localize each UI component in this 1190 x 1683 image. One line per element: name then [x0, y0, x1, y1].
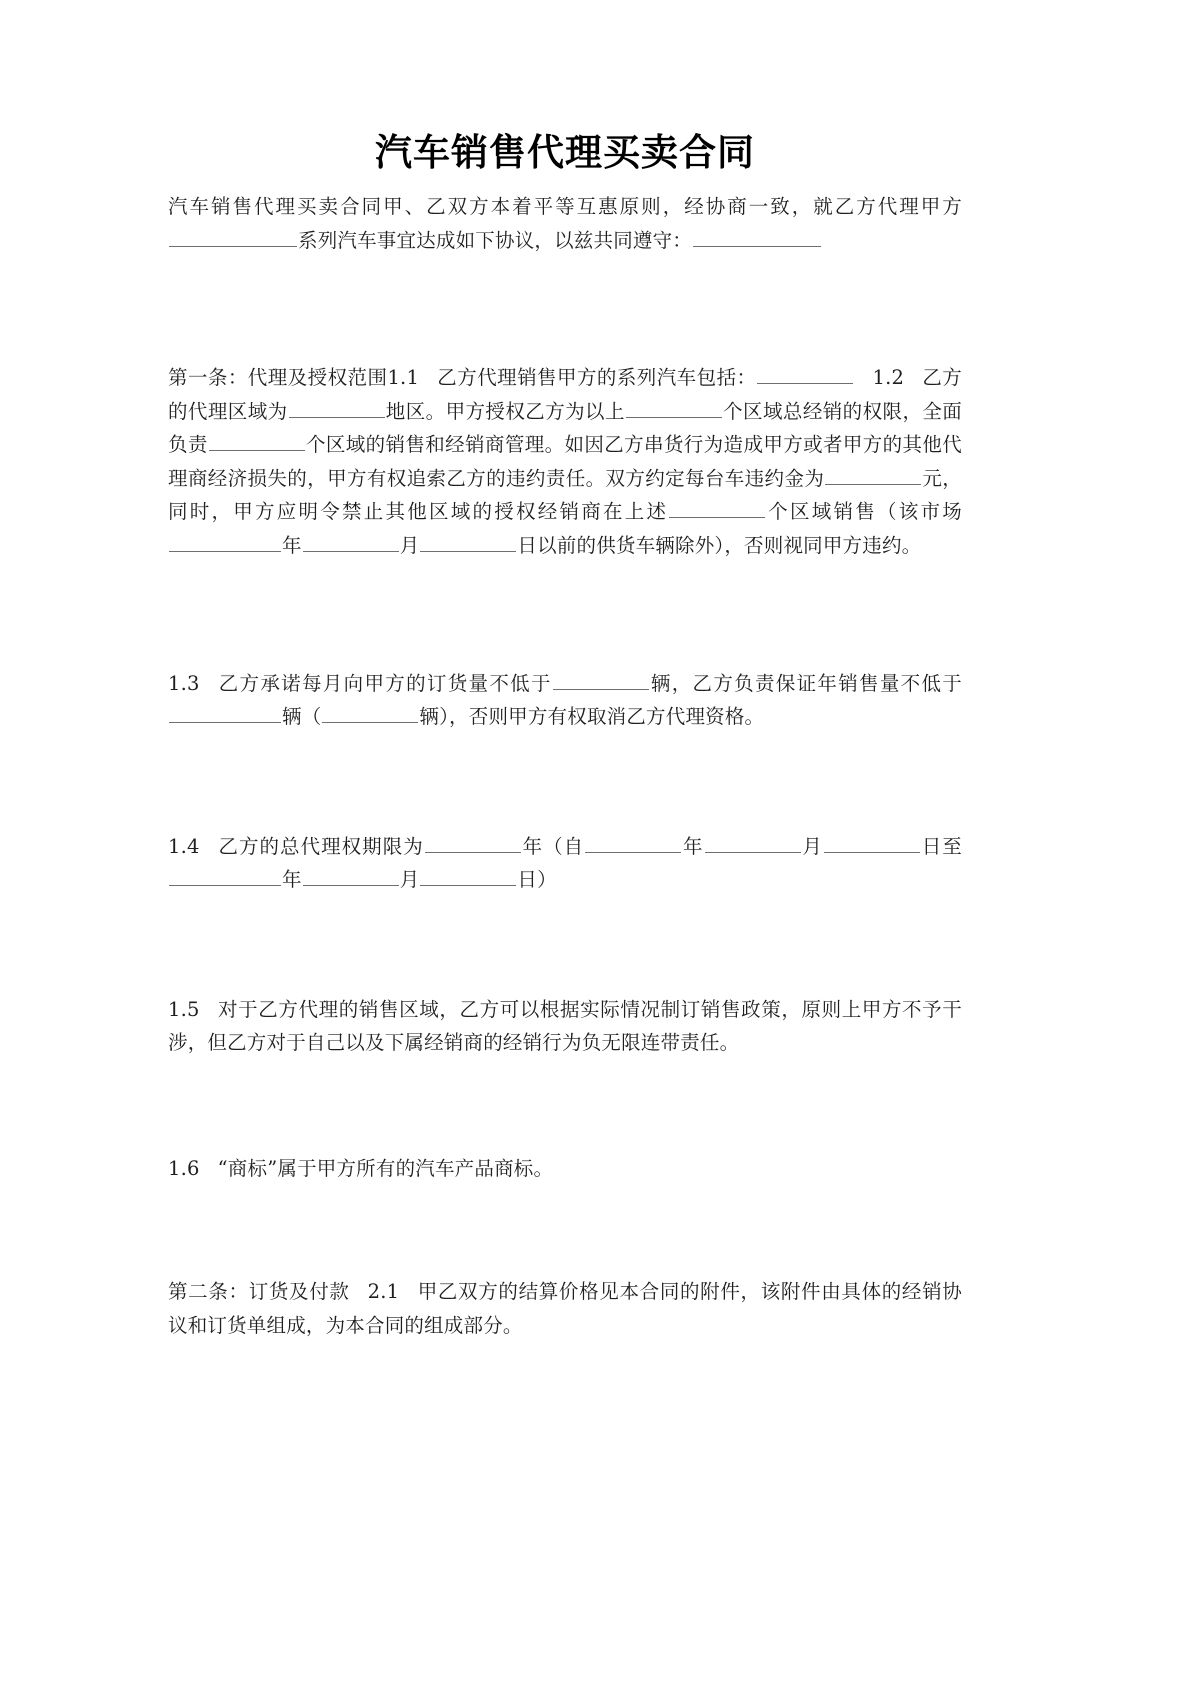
clause-1-4-paragraph — [168, 830, 962, 897]
clause-1-3-text-a: 乙方承诺每月向甲方的订货量不低于 — [217, 671, 552, 695]
clause-1-4-text-e: 日至 — [920, 834, 962, 858]
clause-1-2-text-c: 个区域总经销的权限，全面负责 — [168, 399, 963, 457]
spacer-after-1-5 — [168, 1060, 962, 1152]
clause-1-4-text-f: 年 — [282, 868, 302, 892]
clause-1-4-text-b: 年（自 — [521, 834, 585, 858]
clause-1-4-text-g: 月 — [399, 868, 420, 892]
clause-1-3-text-d: 辆），否则甲方有权取消乙方代理资格。 — [419, 705, 765, 729]
spacer-after-1-4 — [168, 897, 962, 993]
clause-1-2-label: 1.2 — [872, 366, 905, 390]
clause-1-2-blank-month[interactable] — [303, 531, 399, 552]
clause-1-4-text-h: 日） — [517, 868, 557, 892]
article-two-heading: 第二条：订货及付款 — [168, 1280, 350, 1304]
article-one-heading: 第一条：代理及授权范围 — [168, 366, 388, 390]
article-one-paragraph — [168, 361, 962, 562]
clause-1-5-paragraph — [168, 993, 962, 1060]
intro-paragraph — [168, 190, 962, 257]
intro-blank-series[interactable] — [169, 225, 297, 246]
clause-1-4-blank-end-year[interactable] — [169, 865, 281, 886]
clause-1-4-blank-term[interactable] — [425, 831, 521, 852]
clause-1-1-blank-models[interactable] — [757, 363, 853, 384]
clause-1-4-text-a: 乙方的总代理权期限为 — [217, 834, 424, 858]
clause-1-4-blank-start-month[interactable] — [705, 831, 801, 852]
clause-1-3-blank-annual[interactable] — [169, 702, 281, 723]
clause-1-3-text-b: 辆，乙方负责保证年销售量不低于 — [649, 671, 962, 695]
clause-1-4-text-d: 月 — [801, 834, 823, 858]
clause-1-2-blank-region-manage[interactable] — [209, 430, 305, 451]
intro-mid-text: 系列汽车事宜达成如下协议，以兹共同遵守： — [298, 228, 693, 252]
spacer-after-1-3 — [168, 734, 962, 830]
clause-1-4-text-c: 年 — [682, 834, 704, 858]
clause-1-2-text-g: 年 — [282, 533, 302, 557]
intro-lead-text: 汽车销售代理买卖合同甲、乙双方本着平等互惠原则，经协商一致，就乙方代理甲方 — [168, 195, 962, 219]
clause-1-2-blank-region-count[interactable] — [626, 396, 722, 417]
clause-1-2-blank-area-sale[interactable] — [669, 497, 765, 518]
clause-2-1-text: 甲乙双方的结算价格见本合同的附件，该附件由具体的经销协议和订货单组成，为本合同的组成部分。 — [168, 1280, 962, 1337]
clause-1-2-text-i: 日以前的供货车辆除外），否则视同甲方违约。 — [517, 533, 922, 557]
clause-1-5-text: 对于乙方代理的销售区域，乙方可以根据实际情况制订销售政策，原则上甲方不予干涉，但乙方对于自己以及下属经销商的经销行为负无限连带责任。 — [168, 997, 962, 1055]
spacer-after-intro — [168, 257, 962, 361]
clause-1-2-text-b: 地区。甲方授权乙方为以上 — [385, 399, 625, 423]
clause-1-2-text-a: 乙方的代理区域为 — [168, 366, 963, 423]
clause-1-4-label: 1.4 — [168, 834, 200, 858]
article-two-paragraph — [168, 1275, 962, 1342]
clause-1-6-text: “商标”属于甲方所有的汽车产品商标。 — [217, 1156, 554, 1180]
spacer-after-1-6 — [168, 1185, 962, 1275]
intro-blank-trailing[interactable] — [693, 225, 821, 246]
clause-1-5-label: 1.5 — [168, 997, 200, 1021]
clause-1-2-text-e: 元，同时，甲方应明令禁止其他区域的授权经销商在上述 — [168, 466, 962, 524]
clause-1-2-blank-penalty[interactable] — [825, 463, 921, 484]
clause-1-2-text-f: 个区域销售（该市场 — [766, 500, 962, 524]
clause-1-2-blank-region[interactable] — [289, 396, 385, 417]
clause-1-4-blank-start-day[interactable] — [824, 831, 920, 852]
clause-1-4-blank-end-month[interactable] — [303, 865, 399, 886]
clause-1-1-text: 乙方代理销售甲方的系列汽车包括： — [437, 366, 757, 390]
clause-1-3-blank-monthly[interactable] — [553, 668, 649, 689]
clause-1-6-paragraph — [168, 1152, 962, 1186]
clause-1-3-text-c: 辆（ — [282, 705, 322, 729]
clause-1-2-blank-day[interactable] — [420, 531, 516, 552]
clause-1-4-blank-end-day[interactable] — [420, 865, 516, 886]
clause-1-3-blank-annual-alt[interactable] — [322, 702, 418, 723]
spacer-after-article-one — [168, 563, 962, 667]
clause-1-1-label: 1.1 — [387, 366, 420, 390]
clause-1-3-paragraph — [168, 667, 962, 734]
clause-1-4-blank-start-year[interactable] — [585, 831, 681, 852]
page-title: 汽车销售代理买卖合同 — [375, 131, 755, 174]
clause-1-6-label: 1.6 — [168, 1156, 200, 1180]
clause-2-1-label: 2.1 — [367, 1280, 400, 1304]
clause-1-2-text-h: 月 — [399, 533, 420, 557]
clause-1-2-blank-year[interactable] — [169, 531, 281, 552]
clause-1-2-text-d: 个区域的销售和经销商管理。如因乙方串货行为造成甲方或者甲方的其他代理商经济损失的，甲方有权追索乙方的违约责任。双方约定每台车违约金为 — [168, 433, 962, 490]
clause-1-3-label: 1.3 — [168, 671, 200, 695]
